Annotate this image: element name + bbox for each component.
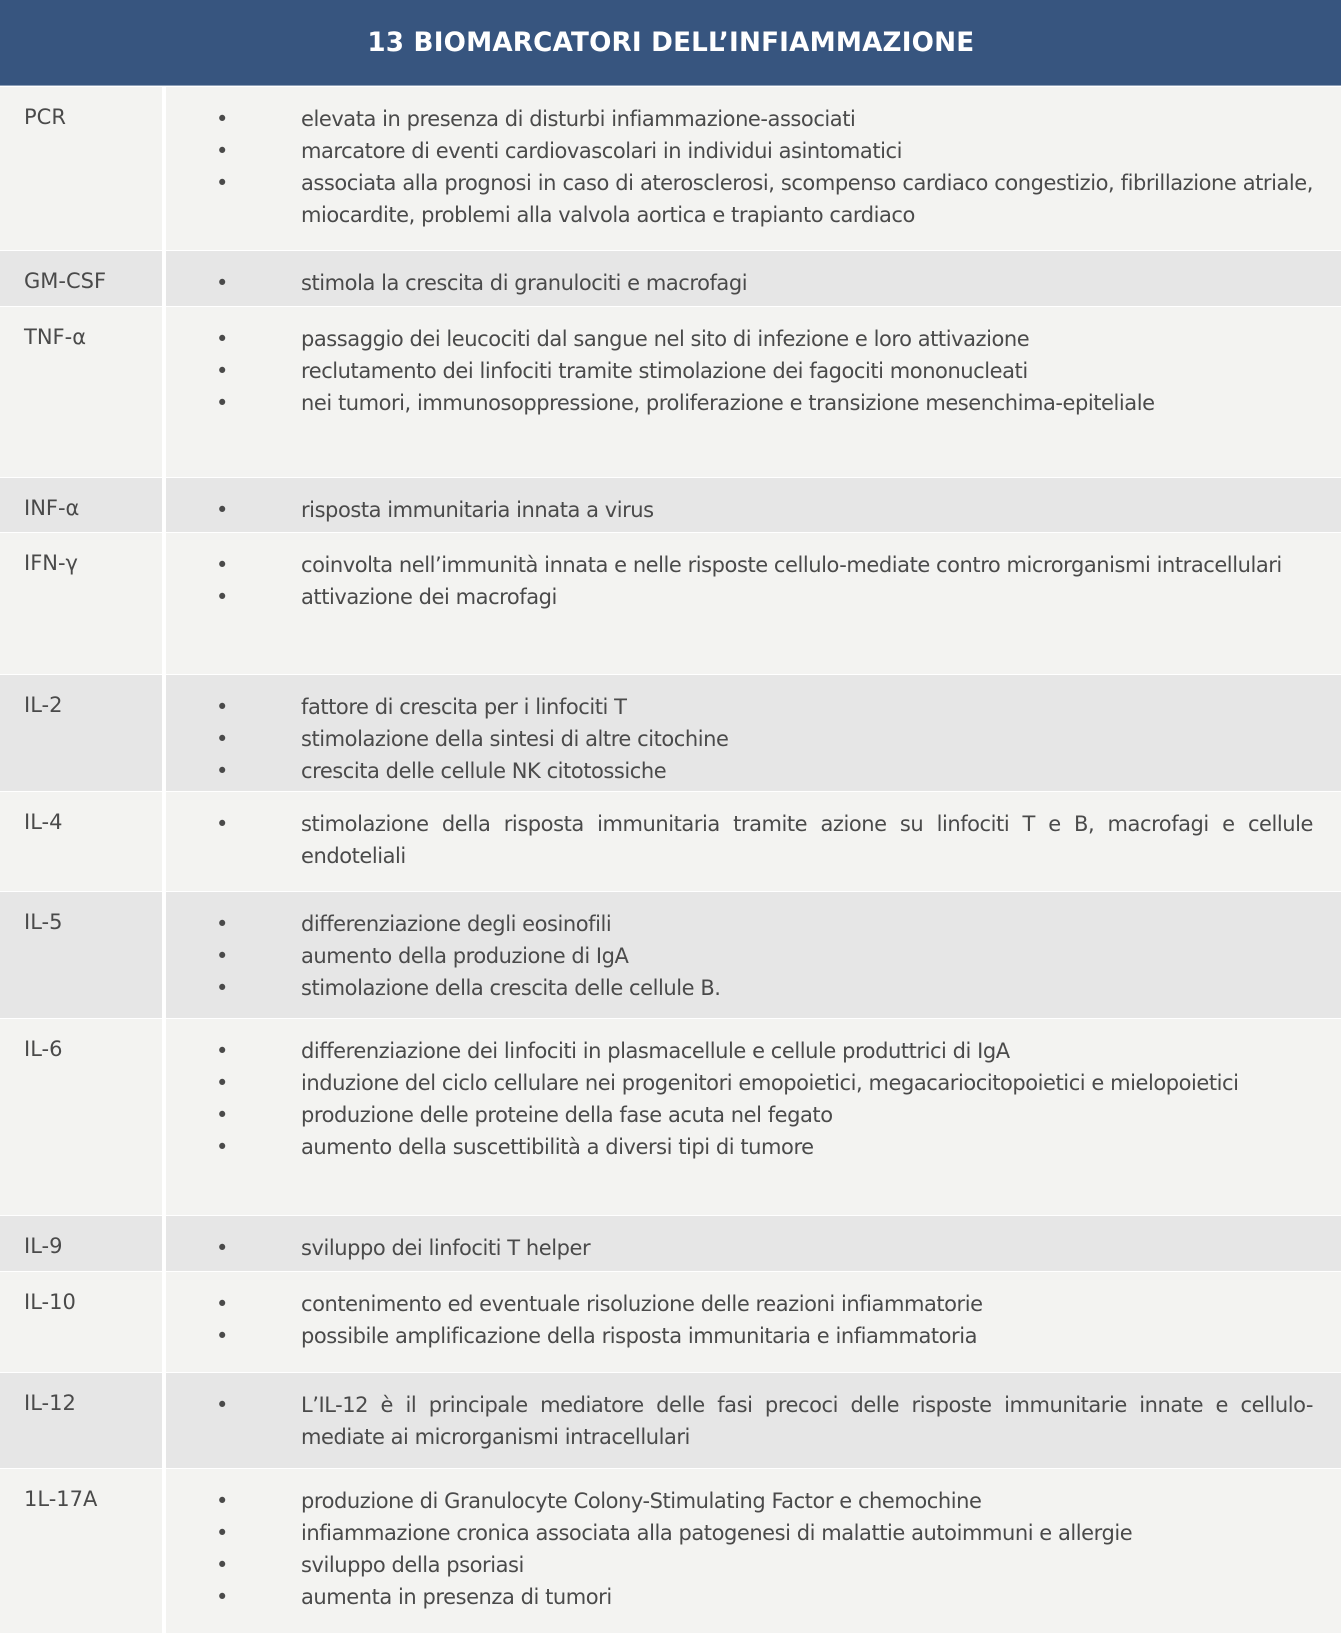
bullet-icon: • [216, 585, 229, 609]
list-item-text: stimolazione della sintesi di altre citochine [301, 727, 729, 751]
description-list [166, 1035, 1313, 1163]
list-item [166, 908, 1313, 940]
list-item-text: differenziazione dei linfociti in plasmacellule e cellule produttrici di IgA [301, 1039, 1010, 1063]
biomarker-label: IL-6 [24, 1037, 63, 1061]
list-item [166, 494, 1313, 526]
bullet-icon: • [216, 271, 229, 295]
description-list [166, 691, 1313, 787]
bullet-icon: • [216, 695, 229, 719]
list-item-text: stimolazione della crescita delle cellule B. [301, 976, 721, 1000]
bullet-icon: • [216, 944, 229, 968]
list-item-text: attivazione dei macrofagi [301, 585, 557, 609]
list-item [166, 1581, 1313, 1613]
list-item [166, 1485, 1313, 1517]
bullet-icon: • [216, 1071, 229, 1095]
table-header [0, 0, 1341, 86]
table-row [0, 1271, 1341, 1372]
description-list [166, 103, 1313, 231]
description-list [166, 323, 1313, 419]
bullet-icon: • [216, 1489, 229, 1513]
table-row [0, 1372, 1341, 1468]
table-row [0, 674, 1341, 791]
list-item-text: produzione di Granulocyte Colony-Stimulating Factor e chemochine [301, 1489, 982, 1513]
bullet-icon: • [216, 976, 229, 1000]
list-item-text: risposta immunitaria innata a virus [301, 498, 654, 522]
description-list [166, 549, 1313, 613]
list-item-text: marcatore di eventi cardiovascolari in individui asintomatici [301, 139, 902, 163]
bullet-icon: • [216, 171, 229, 195]
list-item [166, 1288, 1313, 1320]
list-item [166, 135, 1313, 167]
bullet-icon: • [216, 1324, 229, 1348]
table-row [0, 250, 1341, 306]
list-item-text: contenimento ed eventuale risoluzione delle reazioni infiammatorie [301, 1292, 983, 1316]
bullet-icon: • [216, 359, 229, 383]
list-item [166, 1389, 1313, 1453]
bullet-icon: • [216, 1585, 229, 1609]
list-item-text: passaggio dei leucociti dal sangue nel sito di infezione e loro attivazione [301, 327, 1030, 351]
list-item-text: aumento della suscettibilità a diversi tipi di tumore [301, 1135, 814, 1159]
table-row [0, 891, 1341, 1018]
list-item [166, 1035, 1313, 1067]
description-list [166, 908, 1313, 1004]
bullet-icon: • [216, 759, 229, 783]
list-item [166, 1067, 1313, 1099]
list-item [166, 808, 1313, 872]
list-item [166, 581, 1313, 613]
table-row [0, 86, 1341, 250]
bullet-icon: • [216, 1393, 229, 1417]
description-list [166, 267, 1313, 299]
list-item-text: elevata in presenza di disturbi infiammazione-associati [301, 107, 856, 131]
table-row [0, 1468, 1341, 1633]
bullet-icon: • [216, 107, 229, 131]
description-list [166, 1485, 1313, 1613]
list-item-text: possibile amplificazione della risposta immunitaria e infiammatoria [301, 1324, 978, 1348]
list-item-text: fattore di crescita per i linfociti T [301, 695, 627, 719]
bullet-icon: • [216, 1039, 229, 1063]
biomarker-label: IL-12 [24, 1391, 76, 1415]
table-row [0, 791, 1341, 891]
list-item-text: sviluppo dei linfociti T helper [301, 1236, 591, 1260]
bullet-icon: • [216, 498, 229, 522]
list-item [166, 1232, 1313, 1264]
biomarker-label: TNF-α [24, 325, 87, 349]
list-item [166, 355, 1313, 387]
list-item [166, 940, 1313, 972]
list-item-text: L’IL-12 è il principale mediatore delle fasi precoci delle risposte immunitarie innate e cellulo-mediate ai microrganismi intracellulari [301, 1393, 1313, 1449]
list-item [166, 103, 1313, 135]
bullet-icon: • [216, 139, 229, 163]
description-list [166, 494, 1313, 526]
list-item [166, 167, 1313, 231]
bullet-icon: • [216, 327, 229, 351]
description-list [166, 808, 1313, 872]
biomarker-label: IL-4 [24, 810, 63, 834]
list-item [166, 691, 1313, 723]
bullet-icon: • [216, 391, 229, 415]
bullet-icon: • [216, 1521, 229, 1545]
list-item-text: stimola la crescita di granulociti e macrofagi [301, 271, 748, 295]
list-item [166, 755, 1313, 787]
biomarker-label: IFN-γ [24, 551, 78, 575]
list-item-text: aumenta in presenza di tumori [301, 1585, 612, 1609]
list-item [166, 1320, 1313, 1352]
list-item-text: induzione del ciclo cellulare nei progenitori emopoietici, megacariocitopoietici e mielopoietici [301, 1071, 1239, 1095]
list-item [166, 549, 1313, 581]
list-item-text: coinvolta nell’immunità innata e nelle risposte cellulo-mediate contro microrganismi intracellulari [301, 553, 1282, 577]
list-item [166, 323, 1313, 355]
bullet-icon: • [216, 912, 229, 936]
list-item-text: reclutamento dei linfociti tramite stimolazione dei fagociti mononucleati [301, 359, 1028, 383]
list-item-text: aumento della produzione di IgA [301, 944, 629, 968]
biomarker-label: GM-CSF [24, 269, 107, 293]
table-title: 13 BIOMARCATORI DELL’INFIAMMAZIONE [367, 27, 974, 58]
description-list [166, 1389, 1313, 1453]
list-item-text: crescita delle cellule NK citotossiche [301, 759, 667, 783]
bullet-icon: • [216, 727, 229, 751]
bullet-icon: • [216, 1103, 229, 1127]
biomarker-label: INF-α [24, 496, 80, 520]
list-item-text: produzione delle proteine della fase acuta nel fegato [301, 1103, 833, 1127]
table-row [0, 1018, 1341, 1215]
biomarker-label: IL-9 [24, 1234, 63, 1258]
bullet-icon: • [216, 1236, 229, 1260]
list-item [166, 723, 1313, 755]
list-item [166, 1549, 1313, 1581]
table-row [0, 306, 1341, 477]
table-row [0, 477, 1341, 532]
table-row [0, 1215, 1341, 1271]
list-item [166, 1517, 1313, 1549]
bullet-icon: • [216, 1135, 229, 1159]
biomarker-label: IL-2 [24, 693, 63, 717]
list-item-text: stimolazione della risposta immunitaria tramite azione su linfociti T e B, macrofagi e cellule endoteliali [301, 812, 1313, 868]
list-item-text: differenziazione degli eosinofili [301, 912, 612, 936]
description-list [166, 1232, 1313, 1264]
list-item [166, 267, 1313, 299]
list-item-text: infiammazione cronica associata alla patogenesi di malattie autoimmuni e allergie [301, 1521, 1133, 1545]
list-item-text: sviluppo della psoriasi [301, 1553, 524, 1577]
bullet-icon: • [216, 553, 229, 577]
list-item-text: nei tumori, immunosoppressione, proliferazione e transizione mesenchima-epiteliale [301, 391, 1155, 415]
biomarker-label: IL-10 [24, 1290, 76, 1314]
biomarker-label: IL-5 [24, 910, 63, 934]
bullet-icon: • [216, 1292, 229, 1316]
biomarker-label: PCR [24, 105, 66, 129]
bullet-icon: • [216, 812, 229, 836]
list-item [166, 1099, 1313, 1131]
list-item [166, 387, 1313, 419]
bullet-icon: • [216, 1553, 229, 1577]
list-item [166, 972, 1313, 1004]
table-row [0, 532, 1341, 674]
biomarker-label: 1L-17A [24, 1487, 98, 1511]
list-item [166, 1131, 1313, 1163]
description-list [166, 1288, 1313, 1352]
list-item-text: associata alla prognosi in caso di aterosclerosi, scompenso cardiaco congestizio, fibrillazione atriale, miocardite, problemi alla valvola aortica e trapianto cardiaco [301, 171, 1313, 227]
